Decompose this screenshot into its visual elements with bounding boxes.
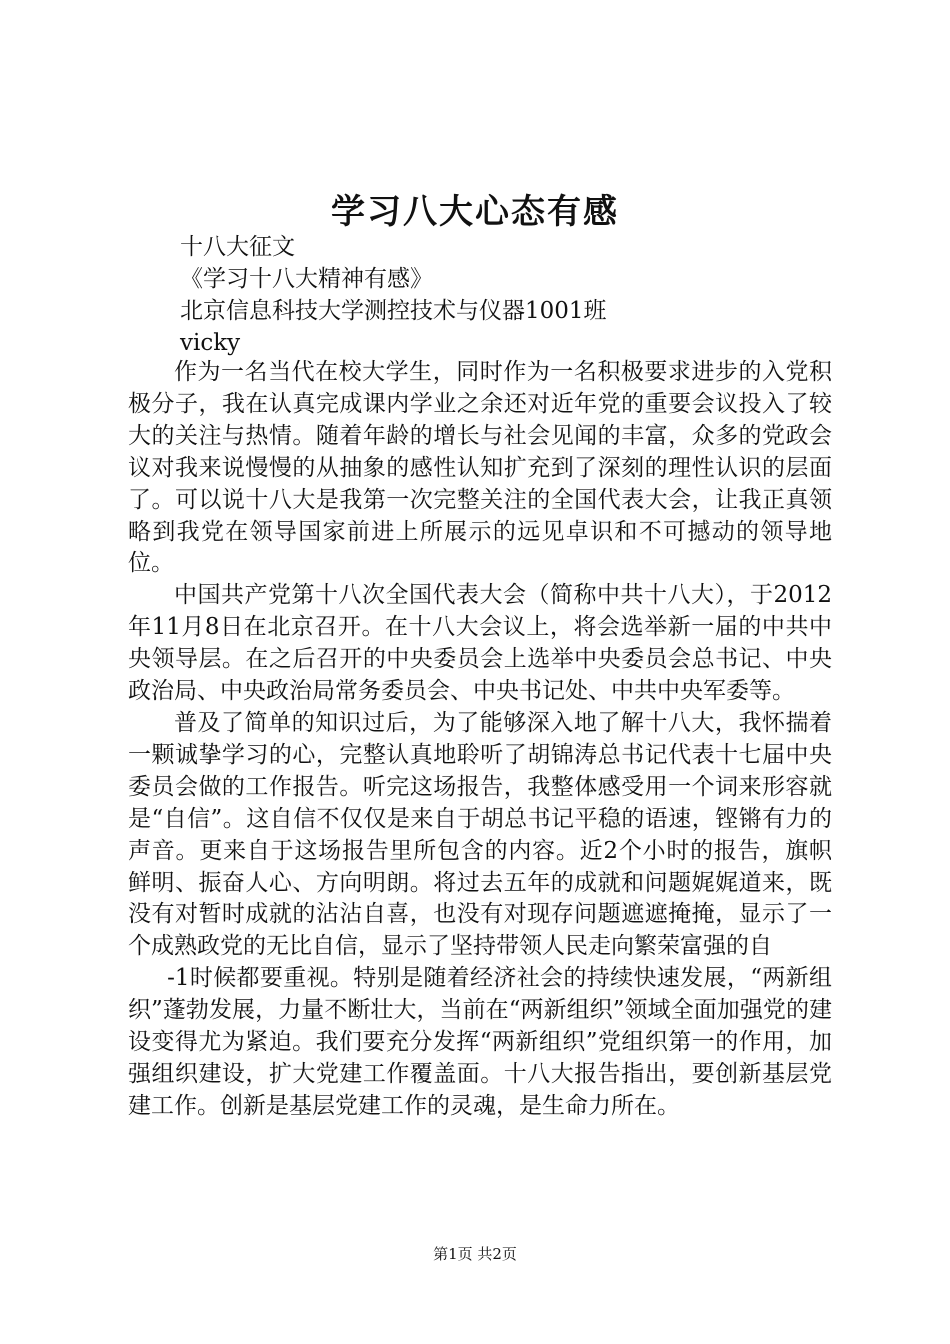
paragraph: -1时候都要重视。特别是随着经济社会的持续快速发展，“两新组织”蓬勃发展，力量不断壮大，当前在“两新组织”领域全面加强党的建设变得尤为紧迫。我们要充分发挥“两新组织”党组织第一的作用，加强组织建设，扩大党建工作覆盖面。十八大报告指出，要创新基层党建工作。创新是基层党建工作的灵魂，是生命力所在。 (128, 965, 832, 1119)
paragraph: 作为一名当代在校大学生，同时作为一名积极要求进步的入党积极分子，我在认真完成课内学业之余还对近年党的重要会议投入了较大的关注与热情。随着年龄的增长与社会见闻的丰富，众多的党政会议对我来说慢慢的从抽象的感性认知扩充到了深刻的理性认识的层面了。可以说十八大是我第一次完整关注的全国代表大会，让我正真领略到我党在领导国家前进上所展示的远见卓识和不可撼动的领导地位。 (128, 359, 832, 577)
paragraph: 普及了简单的知识过后，为了能够深入地了解十八大，我怀揣着一颗诚挚学习的心，完整认真地聆听了胡锦涛总书记代表十七届中央委员会做的工作报告。听完这场报告，我整体感受用一个词来形容就是“自信”。这自信不仅仅是来自于胡总书记平稳的语速，铿锵有力的声音。更来自于这场报告里所包含的内容。近2个小时的报告，旗帜鲜明、振奋人心、方向明朗。将过去五年的成就和问题娓娓道来，既没有对暂时成就的沾沾自喜，也没有对现存问题遮遮掩掩，显示了一个成熟政党的无比自信，显示了坚持带领人民走向繁荣富强的自 (128, 709, 832, 960)
author-affiliation: 北京信息科技大学测控技术与仪器1001班 (180, 298, 607, 324)
body-text (128, 357, 832, 1123)
page-footer: 第1页 共2页 (433, 1245, 517, 1263)
subtitle-essay-category: 十八大征文 (180, 234, 295, 260)
paragraph: 中国共产党第十八次全国代表大会（简称中共十八大），于2012年11月8日在北京召开。在十八大会议上，将会选举新一届的中共中央领导层。在之后召开的中央委员会上选举中央委员会总书记、中央政治局、中央政治局常务委员会、中央书记处、中共中央军委等。 (128, 582, 832, 705)
author-name: vicky (180, 330, 241, 356)
subtitle-essay-name: 《学习十八大精神有感》 (180, 266, 433, 292)
document-title: 学习八大心态有感 (331, 192, 619, 232)
